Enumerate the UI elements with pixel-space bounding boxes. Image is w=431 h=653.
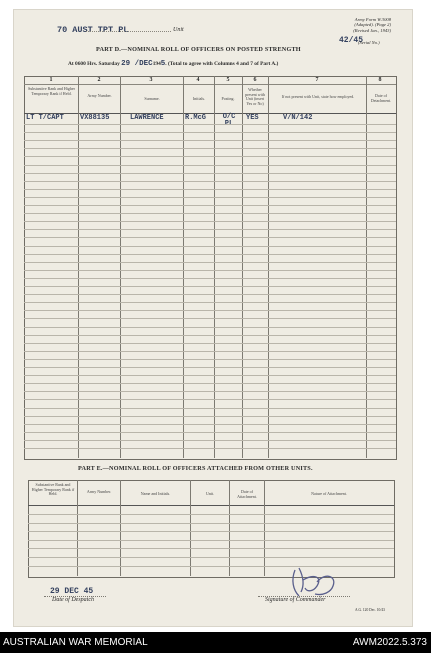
ruled-line <box>24 165 396 166</box>
ruled-line <box>24 375 396 376</box>
col-label: Surname. <box>144 96 160 101</box>
form-id-line2: (Adapted). (Page 2) <box>354 22 391 28</box>
at-line-date: 29 /DEC <box>121 60 153 68</box>
part-e-title: PART E.—NOMINAL ROLL OF OFFICERS ATTACHED FROM OTHER UNITS. <box>78 465 313 472</box>
ruled-line <box>24 440 396 441</box>
ruled-line <box>24 205 396 206</box>
ruled-line <box>24 399 396 400</box>
part-d-table <box>24 76 397 460</box>
col-label: Initials. <box>192 96 206 101</box>
ruled-line <box>24 391 396 392</box>
part-d-col-sep <box>214 76 215 458</box>
part-d-col-sep <box>242 76 243 458</box>
entry-employed: V/N/142 <box>283 114 313 122</box>
at-line-year-prefix: 194 <box>152 61 161 67</box>
part-d-col-sep <box>183 76 184 458</box>
entry-initials: R.McG <box>185 114 207 122</box>
unit-underline <box>86 31 171 32</box>
ruled-line <box>24 416 396 417</box>
col-number: 5 <box>226 77 230 83</box>
col-number: 1 <box>49 77 53 83</box>
ruled-line <box>24 359 396 360</box>
part-e-col-label: Substantive Rank and Higher Temporary Rank if Held. <box>31 482 75 497</box>
entry-posting: O/C PL <box>222 113 236 128</box>
ruled-line <box>24 432 396 433</box>
ruled-line <box>24 229 396 230</box>
part-d-col-sep <box>120 76 121 458</box>
ruled-line <box>24 335 396 336</box>
part-e-col-sep <box>190 480 191 576</box>
part-d-title: PART D.—NOMINAL ROLL OF OFFICERS ON POSTED STRENGTH <box>96 46 301 53</box>
ruled-line <box>24 270 396 271</box>
part-d-at-line <box>68 60 278 68</box>
part-e-col-sep <box>264 480 265 576</box>
part-e-col-label: Army Number. <box>86 489 112 494</box>
at-line-suffix: . (Total to agree with Columns 4 and 7 of Part A.) <box>165 61 279 67</box>
col-label: Date of Detachment. <box>370 93 392 103</box>
bottom-caption-bar <box>0 632 431 653</box>
ruled-line <box>24 197 396 198</box>
ruled-line <box>24 278 396 279</box>
part-d-number-row-line <box>24 84 396 85</box>
part-e-col-label: Unit. <box>205 491 215 496</box>
ruled-line <box>24 448 396 449</box>
ruled-line <box>28 531 394 532</box>
ruled-line <box>24 367 396 368</box>
ruled-line <box>24 408 396 409</box>
part-e-col-sep <box>229 480 230 576</box>
ruled-line <box>24 132 396 133</box>
ruled-line <box>24 262 396 263</box>
unit-label: Unit <box>173 27 184 33</box>
entry-present: YES <box>246 114 259 122</box>
ruled-line <box>24 181 396 182</box>
part-d-col-sep <box>268 76 269 458</box>
ruled-line <box>24 383 396 384</box>
entry-surname: LAWRENCE <box>130 114 164 122</box>
col-label: Whether present with Unit (insert Yes or No) <box>245 87 265 106</box>
despatch-date: 29 DEC 45 <box>50 587 94 596</box>
bar-left-text: AUSTRALIAN WAR MEMORIAL <box>3 637 148 648</box>
ruled-line <box>24 213 396 214</box>
ruled-line <box>24 302 396 303</box>
ruled-line <box>24 286 396 287</box>
ruled-line <box>24 310 396 311</box>
col-label: Substantive Rank and Higher Temporary Rank if Held. <box>28 86 75 96</box>
ruled-line <box>24 140 396 141</box>
form-id-line3: (Revised Jan., 1943) <box>353 27 391 33</box>
part-e-header-bottom-line <box>28 505 394 506</box>
entry-rank: LT T/CAPT <box>26 114 64 122</box>
ruled-line <box>24 221 396 222</box>
ruled-line <box>28 548 394 549</box>
bar-right-text: AWM2022.5.373 <box>352 637 427 648</box>
despatch-label: Date of Despatch <box>52 597 94 603</box>
ruled-line <box>28 523 394 524</box>
ruled-line <box>24 173 396 174</box>
ruled-line <box>24 343 396 344</box>
col-number: 4 <box>196 77 200 83</box>
part-d-col-sep <box>366 76 367 458</box>
ruled-line <box>24 294 396 295</box>
col-number: 8 <box>378 77 382 83</box>
ruled-line <box>28 540 394 541</box>
col-number: 7 <box>315 77 319 83</box>
col-label: Posting. <box>221 96 235 101</box>
serial-value: 42/45 <box>339 36 364 45</box>
ruled-line <box>24 148 396 149</box>
serial-label: (Serial No.) <box>358 40 380 45</box>
ruled-line <box>24 156 396 157</box>
commander-label: Signature of Commander <box>265 597 326 603</box>
ruled-line <box>24 237 396 238</box>
col-label: Army Number. <box>87 93 112 98</box>
part-e-col-sep <box>77 480 78 576</box>
unit-value: 70 AUST TPT PL <box>57 25 129 35</box>
ruled-line <box>24 327 396 328</box>
form-id <box>323 17 391 33</box>
col-label: If not present with Unit, state how employed. <box>281 94 355 99</box>
col-number: 6 <box>253 77 257 83</box>
ruled-line <box>24 318 396 319</box>
ruled-line <box>24 189 396 190</box>
entry-army-number: VX88135 <box>80 114 110 122</box>
col-number: 2 <box>97 77 101 83</box>
part-d-col-sep <box>78 76 79 458</box>
part-e-col-sep <box>120 480 121 576</box>
ruled-line <box>24 254 396 255</box>
ruled-line <box>24 124 396 125</box>
printer-note: A.G. 120 Dec. 10/43 <box>355 608 385 612</box>
ruled-line <box>24 351 396 352</box>
part-e-col-label: Name and Initials. <box>140 491 171 496</box>
at-line-prefix: At 0600 Hrs. Saturday <box>68 61 120 67</box>
ruled-line <box>24 246 396 247</box>
ruled-line <box>28 514 394 515</box>
ruled-line <box>24 424 396 425</box>
ruled-line <box>28 557 394 558</box>
col-number: 3 <box>149 77 153 83</box>
part-e-col-label: Nature of Attachment. <box>311 491 347 496</box>
at-line-year: 5 <box>160 60 166 68</box>
form-id-line1: Army Form W.3008 <box>354 17 391 22</box>
part-e-col-label: Date of Attachment. <box>237 489 257 499</box>
